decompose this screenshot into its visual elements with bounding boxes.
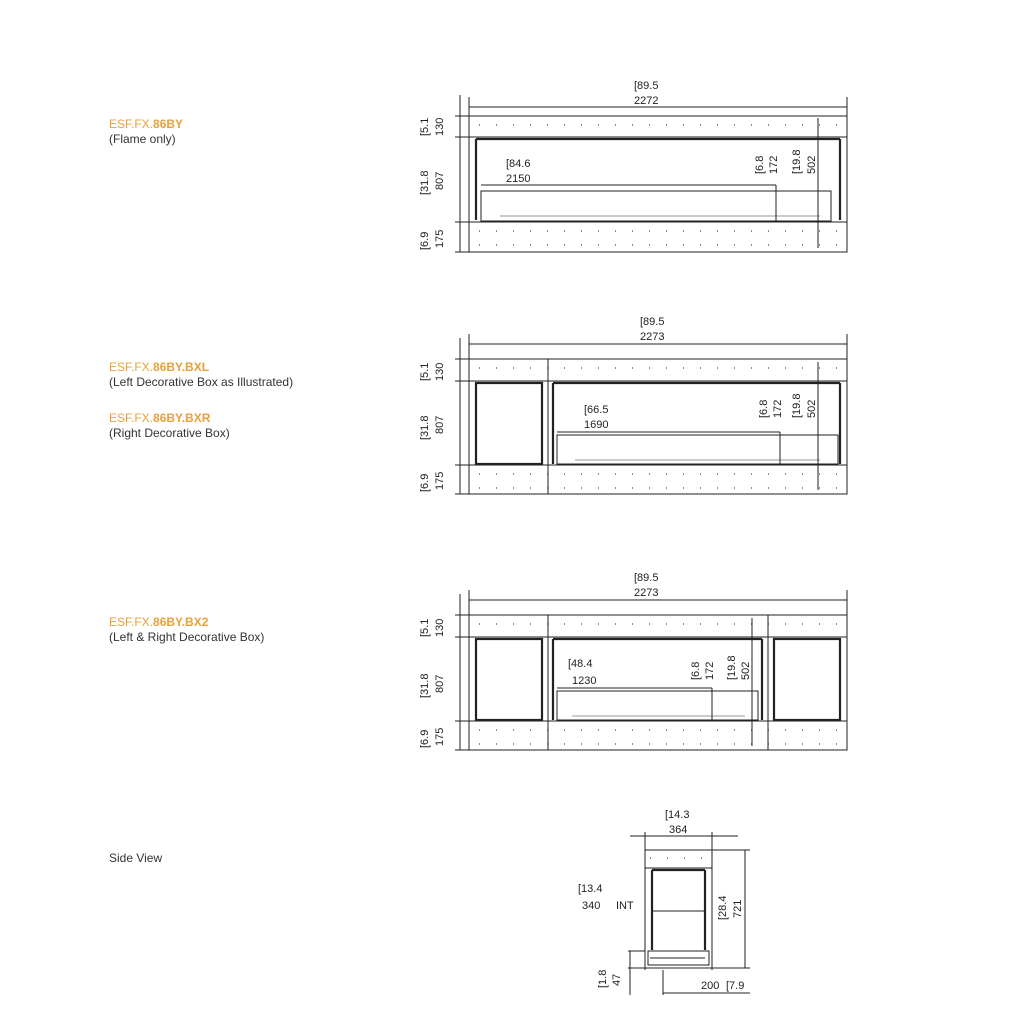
- width-mm: 2273: [634, 587, 659, 599]
- top-height-mm: 130: [434, 362, 446, 381]
- model-description: (Left Decorative Box as Illustrated): [109, 375, 294, 389]
- model-description: (Left & Right Decorative Box): [109, 630, 265, 644]
- bottom-height-mm: 175: [434, 229, 446, 248]
- side-base-mm: 47: [611, 973, 623, 986]
- depth2-mm: 502: [806, 399, 818, 418]
- depth1-mm: 172: [772, 399, 784, 418]
- depth1-inches: [6.8: [754, 155, 766, 174]
- interior-width-inches: [48.4: [568, 658, 593, 670]
- depth2-mm: 502: [806, 155, 818, 174]
- side-foot-mm: 200: [701, 980, 720, 992]
- bottom-height-inches: [6.9: [419, 473, 431, 492]
- interior-width-mm: 1690: [584, 419, 609, 431]
- model-description: (Flame only): [109, 132, 176, 146]
- side-view-label: Side View: [109, 851, 163, 865]
- side-foot-inches: [7.9: [726, 980, 745, 992]
- depth1-inches: [6.8: [690, 661, 702, 680]
- side-depth-mm: 364: [669, 824, 688, 836]
- bottom-height-inches: [6.9: [419, 231, 431, 250]
- depth1-inches: [6.8: [758, 399, 770, 418]
- top-height-mm: 130: [434, 618, 446, 637]
- depth1-mm: 172: [704, 661, 716, 680]
- interior-width-mm: 1230: [572, 675, 597, 687]
- side-height-inches: [28.4: [717, 895, 729, 920]
- front-view-both-boxes: [419, 572, 847, 750]
- model-code: ESF.FX.86BY: [109, 117, 184, 131]
- interior-width-inches: [84.6: [506, 158, 531, 170]
- interior-width-inches: [66.5: [584, 404, 609, 416]
- depth2-inches: [19.8: [791, 393, 803, 418]
- width-mm: 2272: [634, 95, 659, 107]
- mid-height-inches: [31.8: [419, 415, 431, 440]
- width-mm: 2273: [640, 331, 665, 343]
- depth2-inches: [19.8: [726, 655, 738, 680]
- side-view-drawing: [578, 809, 750, 995]
- top-height-mm: 130: [434, 117, 446, 136]
- front-view-flame-only: [419, 80, 847, 252]
- bottom-height-inches: [6.9: [419, 729, 431, 748]
- depth1-mm: 172: [768, 155, 780, 174]
- side-interior-inches: [13.4: [578, 883, 603, 895]
- depth2-mm: 502: [740, 661, 752, 680]
- width-inches: [89.5: [640, 316, 665, 328]
- model-code: ESF.FX.86BY.BXR: [109, 411, 211, 425]
- mid-height-mm: 807: [434, 415, 446, 434]
- mid-height-mm: 807: [434, 171, 446, 190]
- mid-height-inches: [31.8: [419, 170, 431, 195]
- side-interior-mm: 340: [582, 900, 601, 912]
- top-height-inches: [5.1: [419, 618, 431, 637]
- model-code: ESF.FX.86BY.BXL: [109, 360, 210, 374]
- model-description: (Right Decorative Box): [109, 426, 230, 440]
- mid-height-mm: 807: [434, 674, 446, 693]
- width-inches: [89.5: [634, 80, 659, 92]
- side-height-mm: 721: [732, 899, 744, 918]
- front-view-left-box: [419, 316, 847, 494]
- depth2-inches: [19.8: [791, 149, 803, 174]
- model-code: ESF.FX.86BY.BX2: [109, 615, 209, 629]
- bottom-height-mm: 175: [434, 471, 446, 490]
- side-interior-suffix: INT: [616, 900, 634, 912]
- top-height-inches: [5.1: [419, 362, 431, 381]
- side-base-inches: [1.8: [597, 969, 609, 988]
- mid-height-inches: [31.8: [419, 673, 431, 698]
- width-inches: [89.5: [634, 572, 659, 584]
- interior-width-mm: 2150: [506, 173, 531, 185]
- top-height-inches: [5.1: [419, 117, 431, 136]
- bottom-height-mm: 175: [434, 727, 446, 746]
- side-depth-inches: [14.3: [665, 809, 690, 821]
